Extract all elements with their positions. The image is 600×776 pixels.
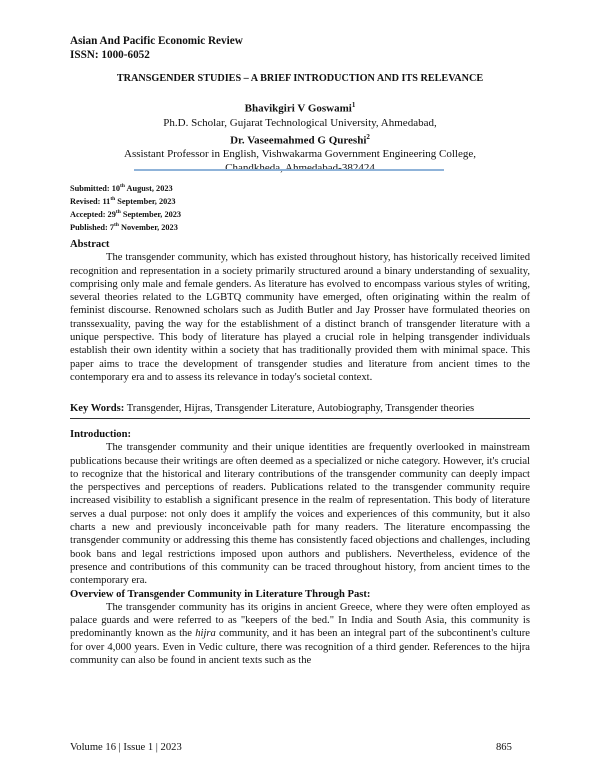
- abstract-text: The transgender community, which has existed throughout history, has historically received limited recognition and representation in a society primarily structured around a binary understanding of sexuality, comprising only male and female genders. As literature has evolved to encompass various styles of writing, several theories related to the LGBTQ community have emerged, often originating within the realm of feminist discourse. Renowned scholars such as Judith Butler and Jay Prosser have formulated theories on transsexuality, paving the way for the establishment of a distinct branch of transgender literature with a unique perspective. This body of literature has played a crucial role in helping transgender individuals establish their own identity within a society that has traditionally provided them with minimal space. This paper aims to trace the development of transgender studies and literature from ancient times to the contemporary era and to assess its relevance in today's societal context.: [70, 252, 530, 383]
- introduction-text: The transgender community and their unique identities are frequently overlooked in mainstream publications because their writings are often deemed as a specialized or niche category. However, it's crucial to recognize that the historical and literary contributions of the transgender community can deeply impact the perspectives and perceptions of readers. Publications related to the transgender community require increased visibility to establish a significant presence in the realm of representation. This body of literature serves a dual purpose: not only does it amplify the voices and experiences of this community, but it also charts a new and previously inconceivable path for many readers. The literature encompassing the transgender community or addressing this theme has consistently faced objections and challenges, including book bans and legal restrictions imposed upon authors and publishers. Nevertheless, evidence of the presence and contributions of this community can be traced throughout history, from ancient times to the contemporary era.: [70, 442, 530, 587]
- journal-name: Asian And Pacific Economic Review: [70, 35, 243, 47]
- publication-dates: [70, 181, 181, 233]
- date-revised: Revised: 11th September, 2023: [70, 195, 176, 206]
- date-submitted: Submitted: 10th August, 2023: [70, 183, 173, 193]
- abstract-heading: Abstract: [70, 239, 110, 250]
- keywords-line: [70, 402, 530, 415]
- author-name: Dr. Vaseemahmed G Qureshi$^2$: [230, 132, 370, 147]
- journal-header: [70, 34, 243, 62]
- overview-heading: Overview of Transgender Community in Literature Through Past:: [70, 588, 371, 600]
- keywords-text: Transgender, Hijras, Transgender Literature, Autobiography, Transgender theories: [124, 403, 475, 414]
- overview-text: The transgender community has its origins in ancient Greece, where they were often employed as palace guards and were referred to as "keepers of the bed." In India and South Asia, this community is predominantly known as the hijra community, and it has been an integral part of the subcontinent's culture for over 4,000 years. Even in Vedic culture, there was recognition of a third gender. References to the hijra community can also be found in ancient texts such as the: [70, 601, 530, 667]
- author-name: Bhavikgiri V Goswami$^1$: [244, 101, 356, 115]
- journal-issn: ISSN: 1000-6052: [70, 49, 150, 61]
- author-affiliation: Assistant Professor in English, Vishwakarma Government Engineering College,: [124, 148, 476, 161]
- footer-volume: Volume 16 | Issue 1 | 2023: [70, 742, 182, 753]
- keywords-label: Key Words:: [70, 403, 125, 414]
- author-block: [70, 98, 530, 175]
- divider-line: [134, 169, 444, 171]
- abstract-section: [70, 238, 530, 384]
- introduction-section: [70, 428, 530, 667]
- date-accepted: Accepted: 29th September, 2023: [70, 208, 182, 219]
- page-number: 865: [496, 742, 512, 753]
- author-affiliation: Ph.D. Scholar, Gujarat Technological University, Ahmedabad,: [163, 116, 437, 129]
- introduction-heading: Introduction:: [70, 429, 132, 440]
- paper-title: TRANSGENDER STUDIES – A BRIEF INTRODUCTION AND ITS RELEVANCE: [116, 73, 484, 84]
- date-published: Published: 7th November, 2023: [70, 221, 178, 232]
- section-divider: [70, 418, 530, 419]
